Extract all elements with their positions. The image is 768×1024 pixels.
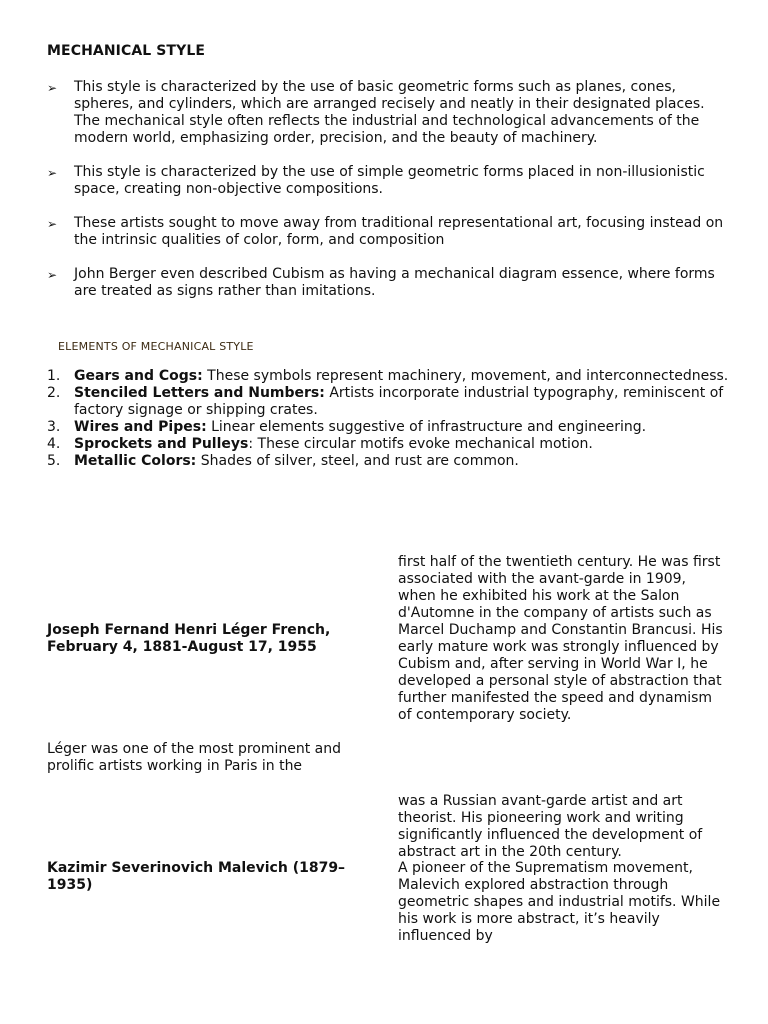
- element-term: Gears and Cogs:: [74, 368, 203, 384]
- element-term: Sprockets and Pulleys: [74, 436, 249, 452]
- elements-list: [47, 368, 737, 470]
- bullet-item: [47, 79, 727, 147]
- elements-heading: ELEMENTS OF MECHANICAL STYLE: [58, 340, 254, 353]
- arrow-bullet-icon: ➢: [47, 81, 58, 95]
- artist-bio-right-malevich-cont: A pioneer of the Suprematism movement, Malevich explored abstraction through geometric shapes and industrial motifs. While his work is more abstract, it’s heavily influenced by: [398, 860, 721, 944]
- element-term: Metallic Colors:: [74, 453, 197, 469]
- element-term: Stenciled Letters and Numbers:: [74, 385, 325, 401]
- element-description: Linear elements suggestive of infrastructure and engineering.: [206, 419, 647, 435]
- element-item: [47, 453, 737, 470]
- artist-bio-right-leger: first half of the twentieth century. He was first associated with the avant-garde in 1909, when he exhibited his work at the Salon d'Automne in the company of artists such as Marcel Duchamp and Constantin Brancusi. His early mature work was strongly influenced by Cubism and, after serving in World War I, he developed a personal style of abstraction that further manifested the speed and dynamism of contemporary society.: [398, 554, 723, 723]
- bullet-item: [47, 164, 727, 198]
- bullet-text: This style is characterized by the use of basic geometric forms such as planes, cones, spheres, and cylinders, which are arranged recisely and neatly in their designated places. The mechanical style often reflects the industrial and technological advancements of the modern world, emphasizing order, precision, and the beauty of machinery.: [74, 79, 705, 146]
- element-item: [47, 419, 737, 436]
- arrow-bullet-icon: ➢: [47, 217, 58, 231]
- bullet-text: John Berger even described Cubism as having a mechanical diagram essence, where forms are treated as signs rather than imitations.: [74, 266, 715, 299]
- bullet-item: [47, 215, 727, 249]
- element-number: 1.: [47, 368, 61, 384]
- bullet-text: This style is characterized by the use of simple geometric forms placed in non-illusionistic space, creating non-objective compositions.: [74, 164, 705, 197]
- element-description: : These circular motifs evoke mechanical motion.: [248, 436, 593, 452]
- element-term: Wires and Pipes:: [74, 419, 207, 435]
- artist-name-malevich: Kazimir Severinovich Malevich (1879–1935): [47, 860, 346, 893]
- element-number: 2.: [47, 385, 61, 401]
- arrow-bullet-icon: ➢: [47, 166, 58, 180]
- page-title: MECHANICAL STYLE: [47, 43, 206, 59]
- element-item: [47, 436, 737, 453]
- bullet-item: [47, 266, 727, 300]
- element-description: These symbols represent machinery, movement, and interconnectedness.: [202, 368, 729, 384]
- element-item: [47, 385, 737, 419]
- element-number: 4.: [47, 436, 61, 452]
- element-item: [47, 368, 737, 385]
- intro-bullet-list: [47, 79, 727, 317]
- element-number: 5.: [47, 453, 61, 469]
- element-description: Artists incorporate industrial typography, reminiscent of factory signage or shipping crates.: [74, 385, 724, 418]
- bullet-text: These artists sought to move away from traditional representational art, focusing instead on the intrinsic qualities of color, form, and composition: [74, 215, 724, 248]
- artist-bio-right-malevich: was a Russian avant-garde artist and art theorist. His pioneering work and writing significantly influenced the development of abstract art in the 20th century.: [398, 793, 703, 860]
- artist-bio-left-leger: Léger was one of the most prominent and prolific artists working in Paris in the: [47, 741, 342, 774]
- artist-name-leger: Joseph Fernand Henri Léger French, February 4, 1881-August 17, 1955: [47, 622, 331, 655]
- arrow-bullet-icon: ➢: [47, 268, 58, 282]
- element-number: 3.: [47, 419, 61, 435]
- element-description: Shades of silver, steel, and rust are common.: [196, 453, 519, 469]
